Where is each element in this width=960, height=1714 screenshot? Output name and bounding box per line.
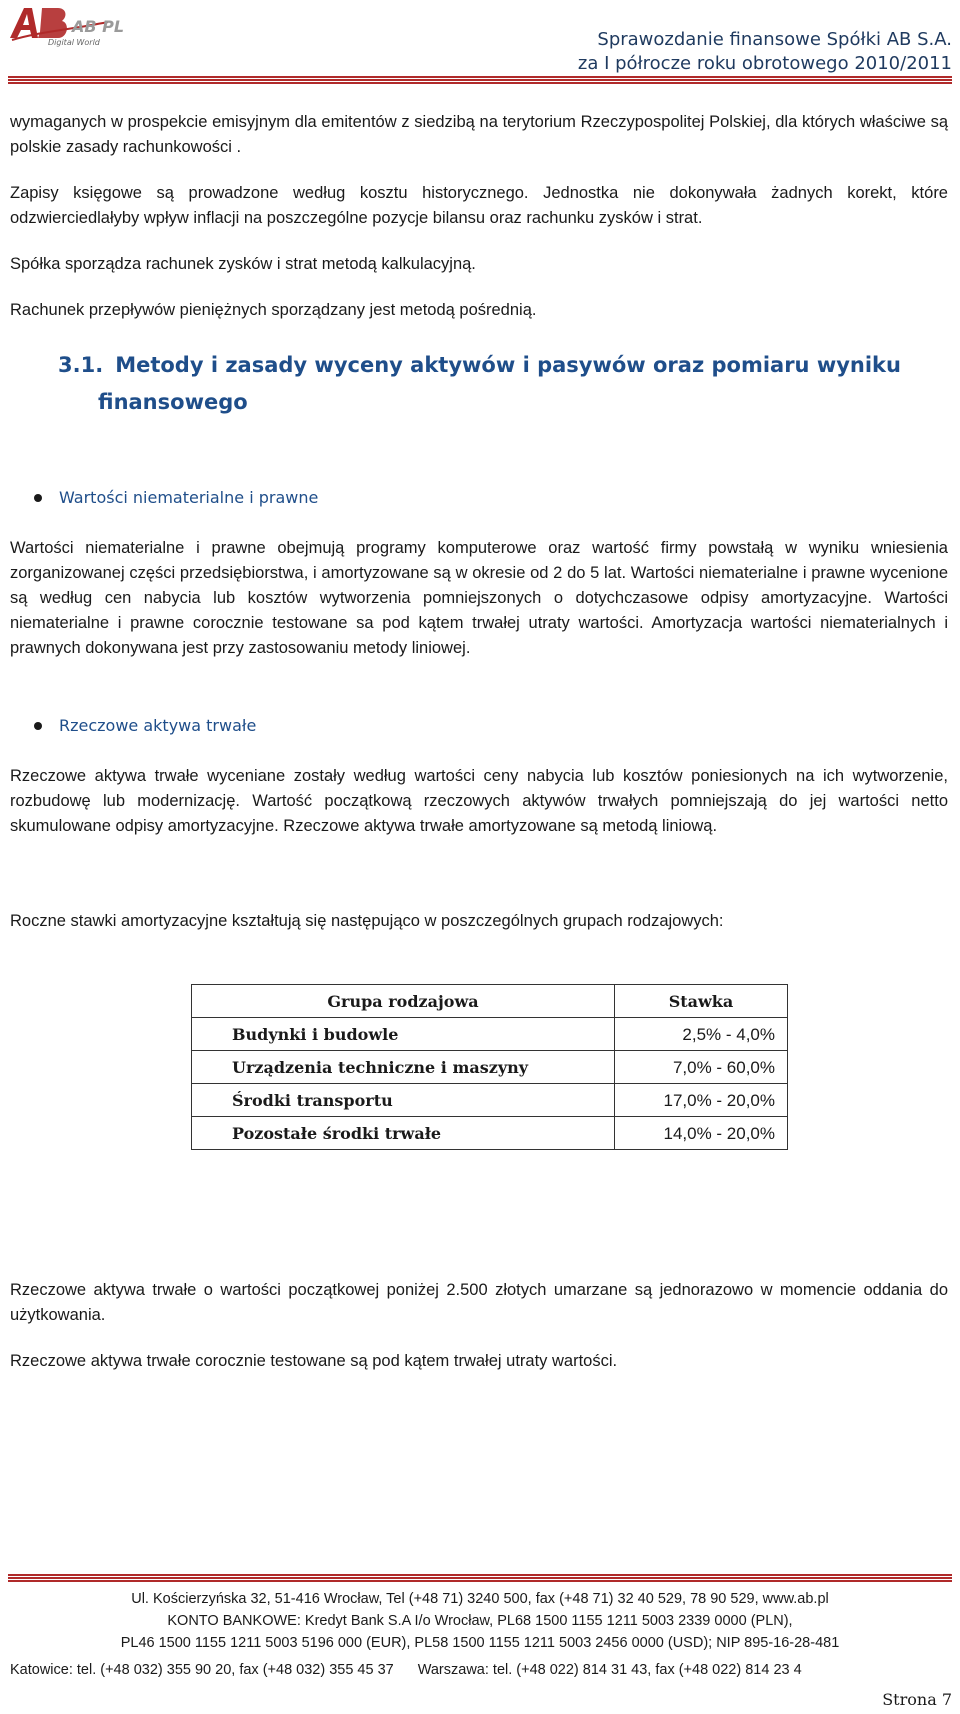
page-footer — [0, 1574, 960, 1714]
logo-text: AB PL — [72, 17, 125, 36]
bullet-icon — [34, 722, 42, 730]
table-header-rate: Stawka — [615, 985, 788, 1018]
table-cell-group: Urządzenia techniczne i maszyny — [192, 1051, 615, 1084]
paragraph-5: Wartości niematerialne i prawne obejmują programy komputerowe oraz wartość firmy powstałą w wyniku wniesienia zorganizowanej części przedsiębiorstwa, i amortyzowane są w okresie od 2 do 5 lat. Wartości niematerialne i prawne wycenione są według cen nabycia lub kosztów wytworzenia pomniejszonych o dotychczasowe odpisy amortyzacyjne. Wartości niematerialne i prawne corocznie testowane sa pod kątem trwałej utraty wartości. Amortyzacja wartości niematerialnych i prawnych dokonywana jest przy zastosowaniu metody liniowej. — [10, 539, 948, 657]
header-title-line1: Sprawozdanie finansowe Spółki AB S.A. — [597, 29, 952, 50]
header-divider — [8, 76, 952, 84]
table-cell-group: Środki transportu — [192, 1084, 615, 1117]
bullet-heading-text: Rzeczowe aktywa trwałe — [59, 716, 257, 735]
table-cell-rate: 7,0% - 60,0% — [615, 1051, 788, 1084]
paragraph-2: Zapisy księgowe są prowadzone według kosztu historycznego. Jednostka nie dokonywała żadnych korekt, które odzwierciedlałyby wpływ inflacji na poszczególne pozycje bilansu oraz rachunku zysków i strat. — [10, 184, 948, 227]
paragraph-6: Rzeczowe aktywa trwałe wyceniane zostały według wartości ceny nabycia lub kosztów poniesionych na ich wytworzenie, rozbudowę lub modernizację. Wartość początkową rzeczowych aktywów trwałych pomniejszają do jej wartości netto skumulowane odpisy amortyzacyjne. Rzeczowe aktywa trwałe amortyzowane są metodą liniową. — [10, 767, 948, 835]
table-row — [192, 1051, 788, 1084]
bullet-heading-intangibles — [34, 485, 948, 510]
table-cell-group: Budynki i budowle — [192, 1018, 615, 1051]
document-body — [10, 110, 948, 1374]
footer-divider — [8, 1574, 952, 1582]
paragraph-3: Spółka sporządza rachunek zysków i strat metodą kalkulacyjną. — [10, 255, 476, 273]
section-title-line2: finansowego — [98, 390, 248, 414]
paragraph-4: Rachunek przepływów pieniężnych sporządzany jest metodą pośrednią. — [10, 301, 537, 319]
bullet-heading-fixed-assets — [34, 713, 948, 738]
ab-logo — [8, 2, 128, 48]
bullet-heading-text: Wartości niematerialne i prawne — [59, 488, 319, 507]
section-heading — [58, 347, 948, 421]
page-number: Strona 7 — [882, 1690, 952, 1709]
footer-branches — [10, 1662, 802, 1678]
footer-warszawa: Warszawa: tel. (+48 022) 814 31 43, fax (+48 022) 814 23 4 — [417, 1662, 802, 1678]
header-title-line2: za I półrocze roku obrotowego 2010/2011 — [577, 53, 952, 74]
table-cell-rate: 2,5% - 4,0% — [615, 1018, 788, 1051]
header-title — [578, 28, 952, 76]
footer-address-block — [0, 1588, 960, 1654]
section-number: 3.1. — [58, 353, 104, 377]
table-row — [192, 1018, 788, 1051]
logo-subtitle: Digital World — [48, 38, 100, 47]
table-cell-group: Pozostałe środki trwałe — [192, 1117, 615, 1150]
paragraph-1: wymaganych w prospekcie emisyjnym dla emitentów z siedzibą na terytorium Rzeczypospolitej Polskiej, dla których właściwe są polskie zasady rachunkowości . — [10, 113, 948, 156]
footer-address: Ul. Kościerzyńska 32, 51-416 Wrocław, Tel (+48 71) 3240 500, fax (+48 71) 32 40 529, 78 90 529, www.ab.pl — [131, 1591, 829, 1607]
table-row — [192, 1084, 788, 1117]
footer-accounts-nip: PL46 1500 1155 1211 5003 5196 000 (EUR), PL58 1500 1155 1211 5003 2456 0000 (USD); NIP 895-16-28-481 — [120, 1635, 840, 1651]
bullet-icon — [34, 494, 42, 502]
table-cell-rate: 17,0% - 20,0% — [615, 1084, 788, 1117]
table-row — [192, 1117, 788, 1150]
section-title-line1: Metody i zasady wyceny aktywów i pasywów oraz pomiaru wyniku — [115, 353, 901, 377]
table-header-group: Grupa rodzajowa — [192, 985, 615, 1018]
footer-bank-account: KONTO BANKOWE: Kredyt Bank S.A I/o Wrocław, PL68 1500 1155 1211 5003 2339 0000 (PLN), — [167, 1613, 793, 1629]
page-header — [0, 0, 960, 90]
depreciation-rates-table — [191, 984, 788, 1150]
table-header-row — [192, 985, 788, 1018]
paragraph-9: Rzeczowe aktywa trwałe corocznie testowane są pod kątem trwałej utraty wartości. — [10, 1352, 618, 1370]
paragraph-8: Rzeczowe aktywa trwałe o wartości początkowej poniżej 2.500 złotych umarzane są jednorazowo w momencie oddania do użytkowania. — [10, 1281, 948, 1324]
table-cell-rate: 14,0% - 20,0% — [615, 1117, 788, 1150]
footer-katowice: Katowice: tel. (+48 032) 355 90 20, fax (+48 032) 355 45 37 — [10, 1662, 394, 1678]
paragraph-7: Roczne stawki amortyzacyjne kształtują się następująco w poszczególnych grupach rodzajowych: — [10, 912, 724, 930]
